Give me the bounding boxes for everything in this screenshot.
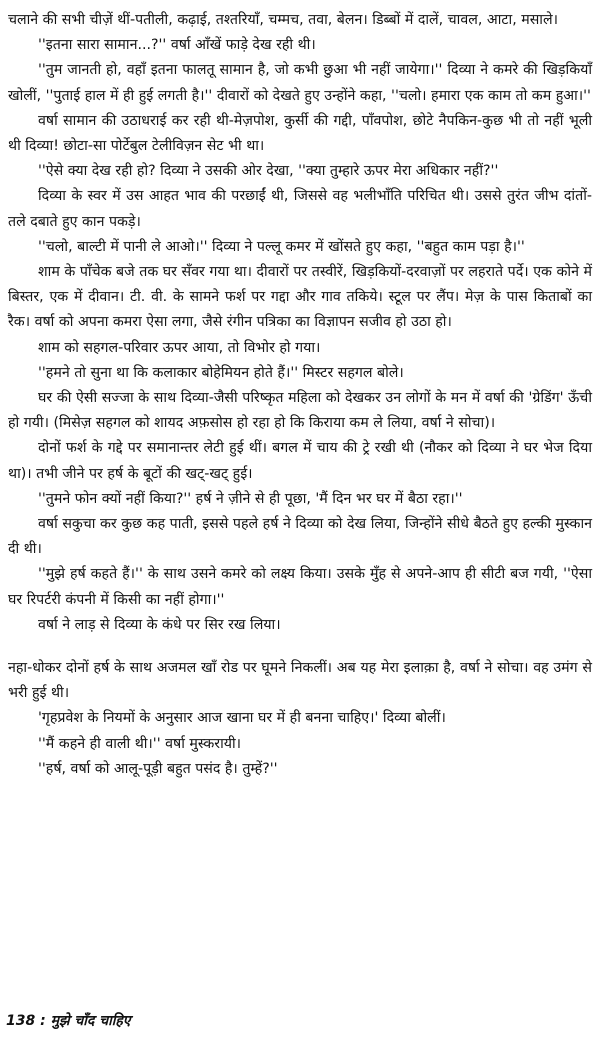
paragraph: ''तुमने फोन क्यों नहीं किया?'' हर्ष ने ज़ीने से ही पूछा, 'मैं दिन भर घर में बैठा रहा।'' (38, 490, 463, 507)
paragraph: चलाने की सभी चीज़ें थीं-पतीली, कढ़ाई, तश्तरियाँ, चम्मच, तवा, बेलन। डिब्बों में दालें, चावल, आटा, मसाले। (8, 12, 558, 28)
paragraph: वर्षा सकुचा कर कुछ कह पाती, इससे पहले हर्ष ने दिव्या को देख लिया, जिन्होंने सीधे बैठते हुए हल्की मुस्कान दी थी। (8, 516, 592, 558)
section-break (8, 638, 592, 656)
paragraph: ''मैं कहने ही वाली थी।'' वर्षा मुस्करायी। (38, 735, 242, 752)
paragraph: ''चलो, बाल्टी में पानी ले आओ।'' दिव्या ने पल्लू कमर में खोंसते हुए कहा, ''बहुत काम पड़ा है।'' (38, 238, 525, 255)
paragraph: ''तुम जानती हो, वहाँ इतना फालतू सामान है, जो कभी छुआ भी नहीं जायेगा।'' दिव्या ने कमरे की खिड़कियाँ खोलीं, ''पुताई हाल में ही हुई लगती है।'' दीवारों को देखते हुए उन्होंने कहा, ''चलो। हमारा एक काम तो कम हुआ।'' (8, 62, 592, 104)
paragraph: ''मुझे हर्ष कहते हैं।'' के साथ उसने कमरे को लक्ष्य किया। उसके मुँह से अपने-आप ही सीटी बज गयी, ''ऐसा घर रिपर्टरी कंपनी में किसी का नहीं होगा।'' (8, 566, 592, 608)
paragraph: दोनों फर्श के गद्दे पर समानान्तर लेटी हुई थीं। बगल में चाय की ट्रे रखी थी (नौकर को दिव्या ने घर भेज दिया था)। तभी जीने पर हर्ष के बूटों की खट्-खट् हुई। (8, 440, 592, 482)
page-body-text (8, 8, 592, 782)
paragraph: ''इतना सारा सामान...?'' वर्षा आँखें फाड़े देख रही थी। (38, 37, 316, 54)
paragraph: वर्षा ने लाड़ से दिव्या के कंधे पर सिर रख लिया। (38, 616, 281, 633)
paragraph: ''हर्ष, वर्षा को आलू-पूड़ी बहुत पसंद है। तुम्हें?'' (38, 760, 278, 777)
paragraph: शाम को सहगल-परिवार ऊपर आया, तो विभोर हो गया। (38, 339, 321, 356)
paragraph: ''ऐसे क्या देख रही हो? दिव्या ने उसकी ओर देखा, ''क्या तुम्हारे ऊपर मेरा अधिकार नहीं?'' (38, 163, 499, 180)
page-footer: 138 : मुझे चाँद चाहिए (6, 1013, 131, 1029)
paragraph: ''हमने तो सुना था कि कलाकार बोहेमियन होते हैं।'' मिस्टर सहगल बोले। (38, 364, 404, 381)
paragraph: दिव्या के स्वर में उस आहत भाव की परछाईं थी, जिससे वह भलीभाँति परिचित थी। उससे तुरंत जीभ दांतों-तले दबाते हुए कान पकड़े। (8, 188, 592, 230)
paragraph: वर्षा सामान की उठाधराई कर रही थी-मेज़पोश, कुर्सी की गद्दी, पाँवपोश, छोटे नैपकिन-कुछ भी तो नहीं भूली थी दिव्या! छोटा-सा पोर्टेबुल टेलीविज़न सेट भी था। (8, 112, 592, 155)
paragraph: 'गृहप्रवेश के नियमों के अनुसार आज खाना घर में ही बनना चाहिए।' दिव्या बोलीं। (38, 710, 446, 727)
paragraph: नहा-धोकर दोनों हर्ष के साथ अजमल खाँ रोड पर घूमने निकलीं। अब यह मेरा इलाक़ा है, वर्षा ने सोचा। वह उमंग से भरी हुई थी। (8, 660, 592, 702)
paragraph: शाम के पाँचेक बजे तक घर सँवर गया था। दीवारों पर तस्वीरें, खिड़कियों-दरवाज़ों पर लहराते पर्दे। एक कोने में बिस्तर, एक में दीवान। टी. वी. के सामने फर्श पर गद्दा और गाव तकिये। स्टूल पर लैंप। मेज़ के पास किताबों का रैक। वर्षा को अपना कमरा ऐसा लगा, जैसे रंगीन पत्रिका का विज्ञापन सजीव हो उठा हो। (8, 264, 592, 331)
paragraph: घर की ऐसी सज्जा के साथ दिव्या-जैसी परिष्कृत महिला को देखकर उन लोगों के मन में वर्षा की 'ग्रेडिंग' ऊँची हो गयी। (मिसेज़ सहगल को शायद अफ़सोस हो रहा हो कि किराया कम ले लिया, वर्षा ने सोचा)। (8, 390, 592, 432)
